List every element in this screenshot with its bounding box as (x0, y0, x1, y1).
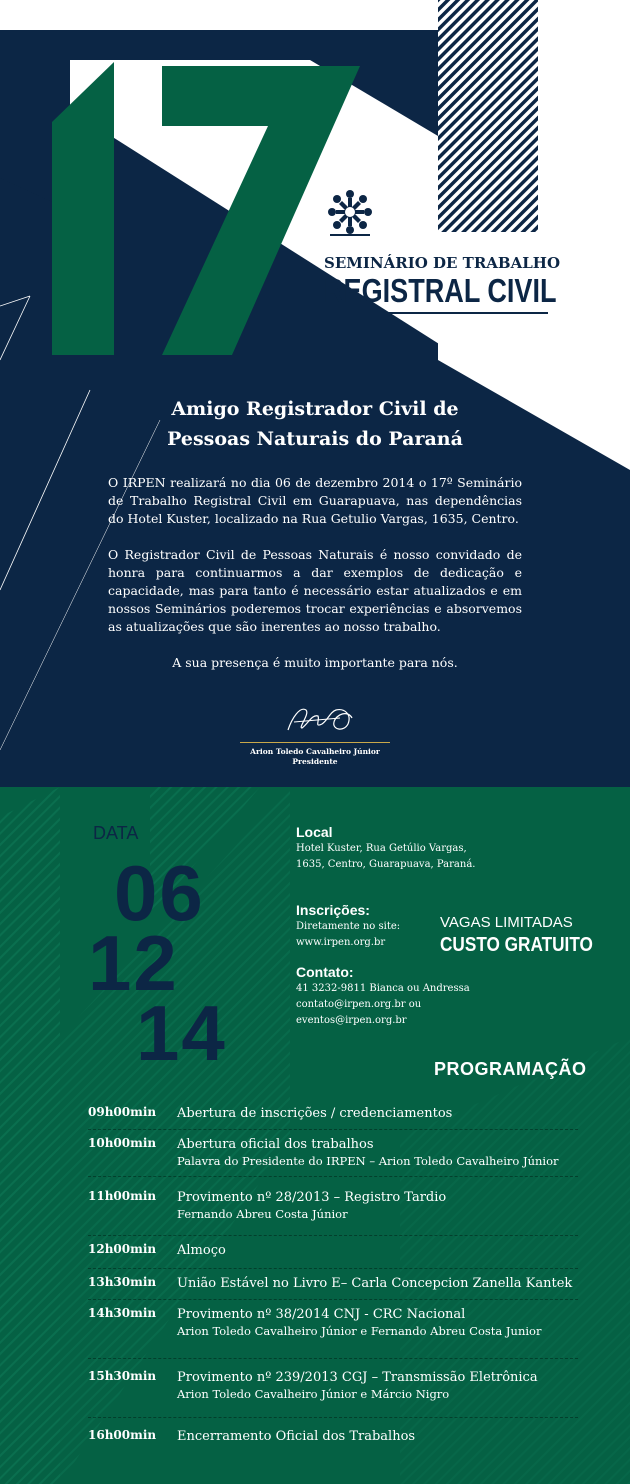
schedule-time: 09h00min (88, 1105, 157, 1119)
schedule-detail: Fernando Abreu Costa Júnior (177, 1207, 348, 1221)
schedule-row (88, 1099, 578, 1130)
schedule-time: 15h30min (88, 1369, 157, 1383)
greeting-line-1: Amigo Registrador Civil de (171, 398, 459, 420)
contato-title: Contato: (296, 964, 354, 980)
schedule-title: Provimento nº 239/2013 CGJ – Transmissão Eletrônica (177, 1370, 538, 1385)
irpen-asterisk-icon (324, 188, 376, 240)
signature-scribble (240, 700, 390, 736)
signature-line (240, 742, 390, 743)
schedule-row (88, 1236, 578, 1269)
schedule-list (88, 1099, 578, 1458)
schedule-row (88, 1177, 578, 1236)
schedule-row (88, 1300, 578, 1359)
schedule-title: União Estável no Livro E– Carla Concepcion Zanella Kantek (177, 1276, 573, 1291)
intro-paragraph-1: O IRPEN realizará no dia 06 de dezembro 2014 o 17º Seminário de Trabalho Registral Civil em Guarapuava, nas dependências do Hotel Kuster, localizado na Rua Getulio Vargas, 1635, Centro. (108, 475, 522, 526)
schedule-row (88, 1269, 578, 1300)
data-label: DATA (93, 823, 139, 843)
signature-block (240, 700, 390, 767)
schedule-time: 13h30min (88, 1275, 157, 1289)
logo-subtitle: SEMINÁRIO DE TRABALHO (324, 254, 561, 272)
schedule-time: 12h00min (88, 1242, 157, 1256)
intro-paragraph-3: A sua presença é muito importante para nós. (172, 655, 458, 670)
date-month: 12 (88, 919, 179, 1007)
signer-name: Arion Toledo Cavalheiro Júnior (250, 747, 380, 756)
contato-phone: 41 3232-9811 Bianca ou Andressa (296, 983, 470, 994)
greeting-heading (0, 394, 630, 454)
date-day: 06 (114, 849, 205, 937)
greeting-line-2: Pessoas Naturais do Paraná (167, 428, 463, 450)
contato-email-2[interactable]: eventos@irpen.org.br (296, 1015, 407, 1026)
contato-email-1[interactable]: contato@irpen.org.br ou (296, 999, 422, 1010)
event-section (0, 787, 630, 1484)
logo-title: REGISTRAL CIVIL (324, 272, 557, 309)
schedule-title: Abertura de inscrições / credenciamentos (177, 1106, 453, 1121)
inscricoes-line-1: Diretamente no site: (296, 921, 401, 932)
vagas-block (440, 913, 618, 957)
vagas-limitadas: VAGAS LIMITADAS (440, 914, 573, 931)
contato-info (296, 963, 470, 1029)
inscricoes-title: Inscrições: (296, 902, 370, 918)
schedule-detail: Arion Toledo Cavalheiro Júnior e Fernando Abreu Costa Junior (177, 1324, 542, 1338)
intro-paragraph-2: O Registrador Civil de Pessoas Naturais é nosso convidado de honra para continuarmos a dar exemplos de dedicação e capacidade, mas para tanto é necessário estar atualizados e em nossos Seminários poderemos trocar experiências e absorvemos as atualizações que são inerentes ao nosso trabalho. (108, 547, 522, 634)
schedule-title: Abertura oficial dos trabalhos (177, 1137, 374, 1152)
seminar-logo (324, 188, 561, 314)
schedule-time: 16h00min (88, 1428, 157, 1442)
schedule-title: Provimento nº 28/2013 – Registro Tardio (177, 1190, 447, 1205)
schedule-title: Provimento nº 38/2014 CNJ - CRC Nacional (177, 1307, 466, 1322)
intro-text (108, 474, 522, 690)
schedule-detail: Arion Toledo Cavalheiro Júnior e Márcio Nigro (177, 1387, 450, 1401)
schedule-row (88, 1359, 578, 1418)
local-line-2: 1635, Centro, Guarapuava, Paraná. (296, 859, 476, 870)
inscricoes-site-link[interactable]: www.irpen.org.br (296, 937, 386, 948)
local-title: Local (296, 824, 333, 840)
logo-rule (324, 312, 548, 314)
local-info (296, 823, 475, 873)
schedule-title: Almoço (177, 1243, 226, 1258)
schedule-row (88, 1130, 578, 1177)
schedule-time: 10h00min (88, 1136, 157, 1150)
local-line-1: Hotel Kuster, Rua Getúlio Vargas, (296, 843, 467, 854)
schedule-detail: Palavra do Presidente do IRPEN – Arion Toledo Cavalheiro Júnior (177, 1154, 559, 1168)
programacao-title: PROGRAMAÇÃO (434, 1059, 587, 1079)
schedule-row (88, 1418, 578, 1458)
schedule-time: 14h30min (88, 1306, 157, 1320)
date-year: 14 (136, 989, 227, 1077)
schedule-title: Encerramento Oficial dos Trabalhos (177, 1429, 416, 1444)
custo-gratuito: CUSTO GRATUITO (440, 934, 593, 956)
inscricoes-info (296, 901, 400, 951)
signer-role: Presidente (292, 757, 338, 766)
schedule-time: 11h00min (88, 1189, 157, 1203)
